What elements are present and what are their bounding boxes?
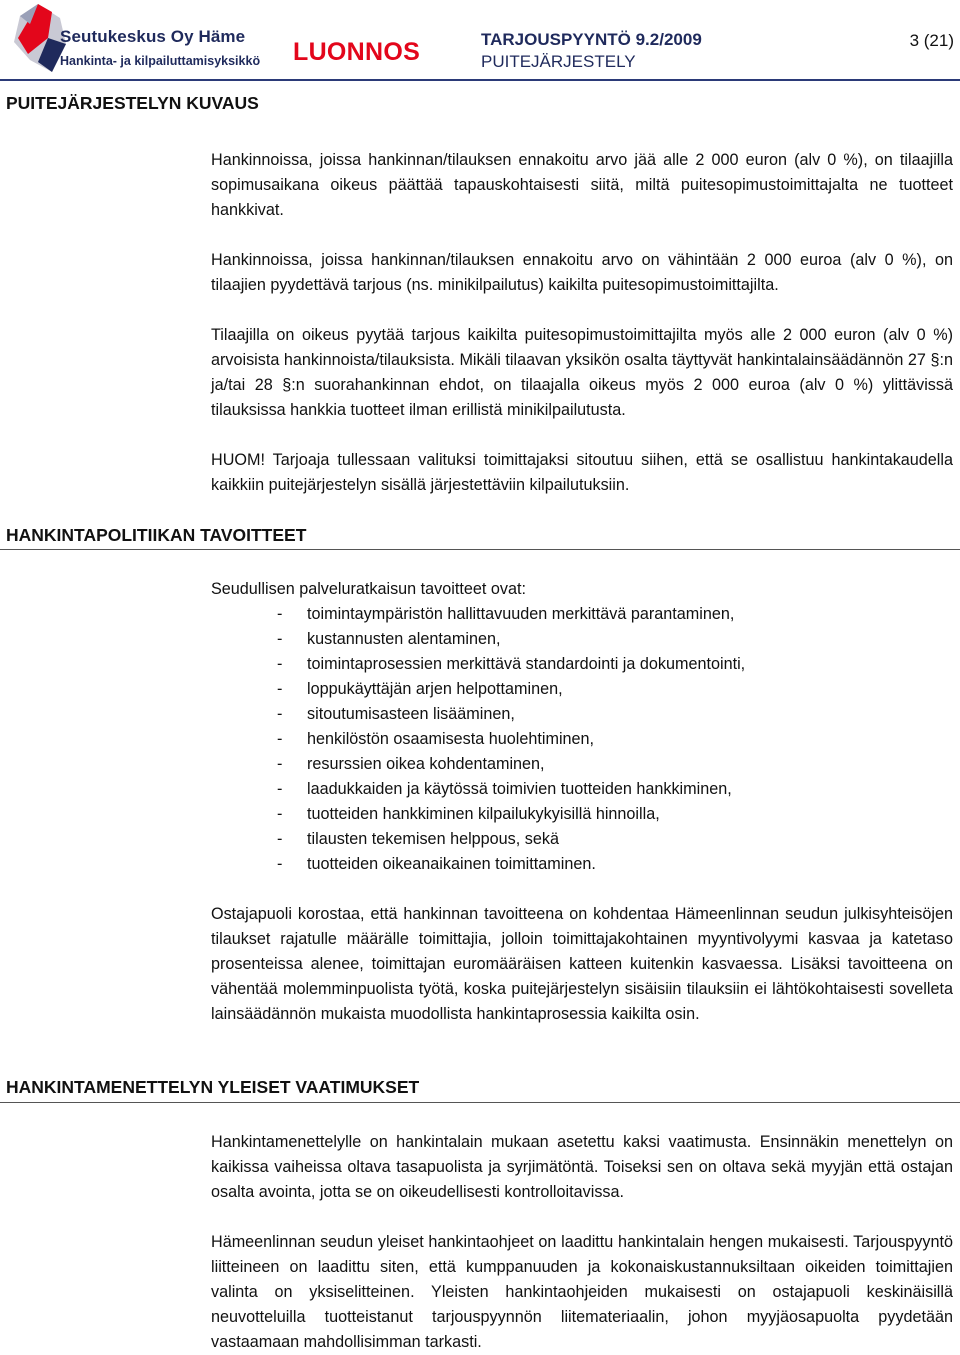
list-item: - tuotteiden oikeanaikainen toimittaminen.	[211, 852, 745, 877]
section-heading-kuvaus: PUITEJÄRJESTELYN KUVAUS	[6, 93, 259, 113]
list-item: - tilausten tekemisen helppous, sekä	[211, 827, 745, 852]
page-header	[0, 0, 960, 80]
paragraph: Tilaajilla on oikeus pyytää tarjous kaikilta puitesopimustoimittajilta myös alle 2 000 euron (alv 0 %) arvoisista hankinnoista/tilauksista. Mikäli tilaavan yksikön osalta täyttyvät hankintalainsäädännön 27 §:n ja/tai 28 §:n suorahankinnan ehdot, on tilaajalla oikeus myös 2 000 euroa (alv 0 %) ylittävissä tilauksissa hankkia tuotteet ilman erillistä minikilpailutusta.	[211, 326, 953, 419]
paragraph: Hämeenlinnan seudun yleiset hankintaohjeet on laadittu hankintalain hengen mukaisesti. Tarjouspyyntö liitteineen on laadittu siten, että kumppanuuden ja kokonaiskustannuksiltaan oikeiden toimittajien valinta on yksiselitteinen. Yleisten hankintaohjeiden mukaisesti on ostajapuoli keskinäisillä neuvotteluilla tuotteistanut tarjouspyynnön liitemateriaalin, johon myyjäosapuolta pyydetään vastaamaan mahdollisimman tarkasti.	[211, 1233, 953, 1351]
paragraph: Hankinnoissa, joissa hankinnan/tilauksen ennakoitu arvo on vähintään 2 000 euroa (alv 0 %), on tilaajien pyydettävä tarjous (ns. minikilpailutus) kaikilta puitesopimustoimittajilta.	[211, 251, 953, 294]
page-number: 3 (21)	[909, 31, 954, 50]
map-logo-icon	[8, 2, 66, 74]
list-item: - resurssien oikea kohdentaminen,	[211, 752, 745, 777]
document-title: TARJOUSPYYNTÖ 9.2/2009	[481, 30, 702, 49]
draft-label: LUONNOS	[293, 38, 421, 66]
paragraph: Ostajapuoli korostaa, että hankinnan tavoitteena on kohdentaa Hämeenlinnan seudun julkisyhteisöjen tilaukset rajatulle määrälle toimittajia, jolloin toimittajakohtainen myyntivolyymi kasvaa ja katetaso prosenteissa alenee, toimittajan euromääräisen katteen kuitenkin kasvaessa. Lisäksi tavoitteena on vähentää molemminpuolista työtä, koska puitejärjestelyn sisäisiin tilauksiin ei lähtökohtaisesti sovelleta lainsäädännön mukaista muodollista hankintaprosessia kaikilta osin.	[211, 905, 953, 1023]
section-heading-tavoitteet: HANKINTAPOLITIIKAN TAVOITTEET	[6, 525, 307, 545]
list-item: - tuotteiden hankkiminen kilpailukykyisillä hinnoilla,	[211, 802, 745, 827]
paragraph: HUOM! Tarjoaja tullessaan valituksi toimittajaksi sitoutuu siihen, että se osallistuu hankintakaudella kaikkiin puitejärjestelyn sisällä järjestettäviin kilpailutuksiin.	[211, 451, 953, 494]
list-item: - toimintaprosessien merkittävä standardointi ja dokumentointi,	[211, 652, 745, 677]
paragraph: Hankintamenettelylle on hankintalain mukaan asetettu kaksi vaatimusta. Ensinnäkin menettelyn on kaikissa vaiheissa oltava tasapuolista ja syrjimätöntä. Toiseksi sen on oltava sekä myyjän että ostajan osalta avointa, jotta se on oikeudellisesti kontrolloitavissa.	[211, 1133, 953, 1201]
list-item: - kustannusten alentaminen,	[211, 627, 745, 652]
list-intro: Seudullisen palveluratkaisun tavoitteet ovat:	[211, 580, 526, 598]
section-heading-vaatimukset: HANKINTAMENETTELYN YLEISET VAATIMUKSET	[6, 1077, 420, 1097]
list-item: - toimintaympäristön hallittavuuden merkittävä parantaminen,	[211, 602, 745, 627]
list-item: - henkilöstön osaamisesta huolehtiminen,	[211, 727, 745, 752]
list-item: - loppukäyttäjän arjen helpottaminen,	[211, 677, 745, 702]
paragraph: Hankinnoissa, joissa hankinnan/tilauksen ennakoitu arvo jää alle 2 000 euron (alv 0 %), on tilaajilla sopimusaikana oikeus päättää tapauskohtaisesti siitä, miltä puitesopimustoimittajalta ne tuotteet hankkivat.	[211, 151, 953, 219]
section-divider	[0, 1102, 960, 1103]
section-divider	[0, 549, 960, 550]
goals-list	[211, 602, 745, 877]
organization-name: Seutukeskus Oy Häme	[60, 27, 246, 46]
list-item: - laadukkaiden ja käytössä toimivien tuotteiden hankkiminen,	[211, 777, 745, 802]
document-subtitle: PUITEJÄRJESTELY	[481, 52, 636, 71]
organization-unit: Hankinta- ja kilpailuttamisyksikkö	[60, 54, 261, 68]
list-item: - sitoutumisasteen lisääminen,	[211, 702, 745, 727]
header-divider	[0, 79, 960, 81]
